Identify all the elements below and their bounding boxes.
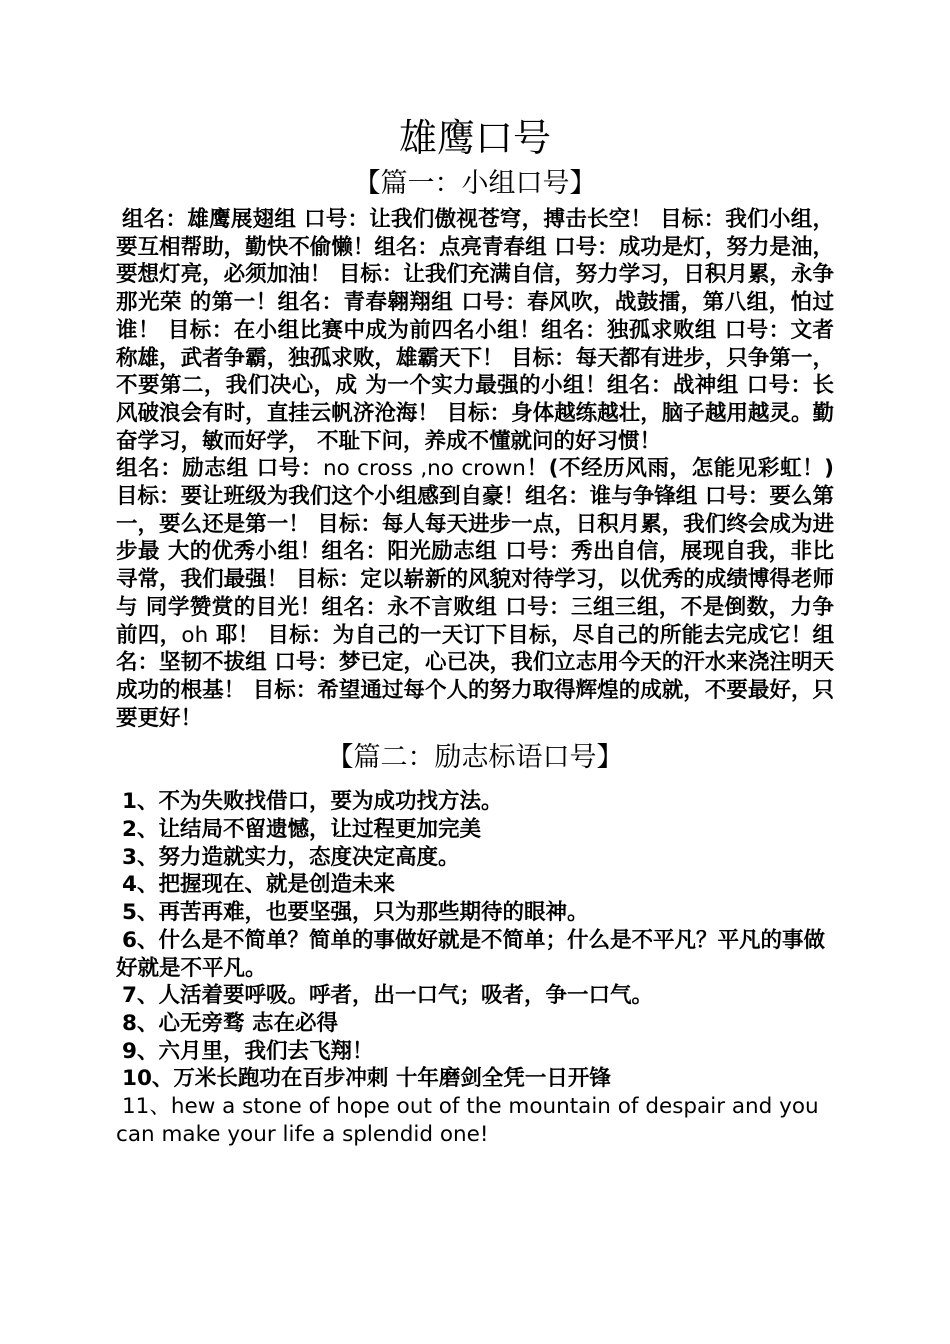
slogan-item-11: 11、hew a stone of hope out of the mountain of despair and you can make your life a splendid one! <box>116 1094 819 1147</box>
section1-paragraph-2 <box>116 455 834 732</box>
slogan-item-5: 5、再苦再难，也要坚强，只为那些期待的眼神。 <box>122 900 589 926</box>
paragraph2-rest: ！(不经历风雨，怎能见彩虹！) 目标：要让班级为我们这个小组感到自豪！组名：谁与争锋组 口号：要么第一，要么还是第一！ 目标：每人每天进步一点，日积月累，我们终会成为进步最 大的优秀小组！组名：阳光励志组 口号：秀出自信，展现自我，非比寻常，我们最强！ 目标：定以崭新的风貌对待学习，以优秀的成绩博得老师与 同学赞赏的目光！组名：永不言败组 口号：三组三组，不是倒数，力争前四， <box>116 456 834 648</box>
slogan-item-2: 2、让结局不留遗憾，让过程更加完美 <box>122 817 481 843</box>
slogan-item-3: 3、努力造就实力，态度决定高度。 <box>122 844 460 870</box>
slogan-item-8: 8、心无旁骛 志在必得 <box>122 1010 338 1036</box>
document-title: 雄鹰口号 <box>398 116 551 160</box>
section1-heading: 【篇一：小组口号】 <box>353 168 597 199</box>
paragraph2-latin: no cross ,no crown <box>322 456 526 482</box>
slogan-list <box>116 788 834 1148</box>
document-page <box>116 112 834 1149</box>
slogan-item-7: 7、人活着要呼吸。呼者，出一口气；吸者，争一口气。 <box>122 983 653 1009</box>
slogan-item-6: 6、什么是不简单？简单的事做好就是不简单；什么是不平凡？平凡的事做好就是不平凡。 <box>116 927 825 981</box>
section2-heading: 【篇二：励志标语口号】 <box>326 742 624 774</box>
paragraph2-latin-2: oh <box>181 622 209 648</box>
slogan-item-9: 9、六月里，我们去飞翔！ <box>122 1038 374 1064</box>
paragraph2-end: 耶！ 目标：为自己的一天订下目标，尽自己的所能去完成它！组名：坚韧不拔组 口号：梦已定，心已决，我们立志用今天的汗水来浇注明天 成功的根基！ 目标：希望通过每个人的努力取得辉煌的成就，不要最好，只要更好！ <box>116 622 834 731</box>
slogan-item-1: 1、不为失败找借口，要为成功找方法。 <box>122 789 503 815</box>
section1-paragraph-1: 组名：雄鹰展翅组 口号：让我们傲视苍穹，搏击长空！ 目标：我们小组，要互相帮助，勤快不偷懒！组名：点亮青春组 口号：成功是灯，努力是油，要想灯亮，必须加油！ 目标：让我们充满自信，努力学习，日积月累，永争那光荣 的第一！组名：青春翱翔组 口号：春风吹，战鼓擂，第八组，怕过谁！ 目标：在小组比赛中成为前四名小组！组名：独孤求败组 口号：文者称雄，武者争霸，独孤求败，雄霸天下！ 目标：每天都有进步，只争第一，不要第二，我们决心，成 为一个实力最强的小组！组名：战神组 口号：长风破浪会有时，直挂云帆济沧海！ 目标：身体越练越壮，脑子越用越灵。勤奋学习，敏而好学， 不耻下问，养成不懂就问的好习惯！ <box>116 207 834 454</box>
slogan-item-10: 10、万米长跑功在百步冲刺 十年磨剑全凭一日开锋 <box>122 1066 611 1092</box>
slogan-item-4: 4、把握现在、就是创造未来 <box>122 872 395 898</box>
paragraph2-prefix: 组名：励志组 口号： <box>116 456 323 482</box>
